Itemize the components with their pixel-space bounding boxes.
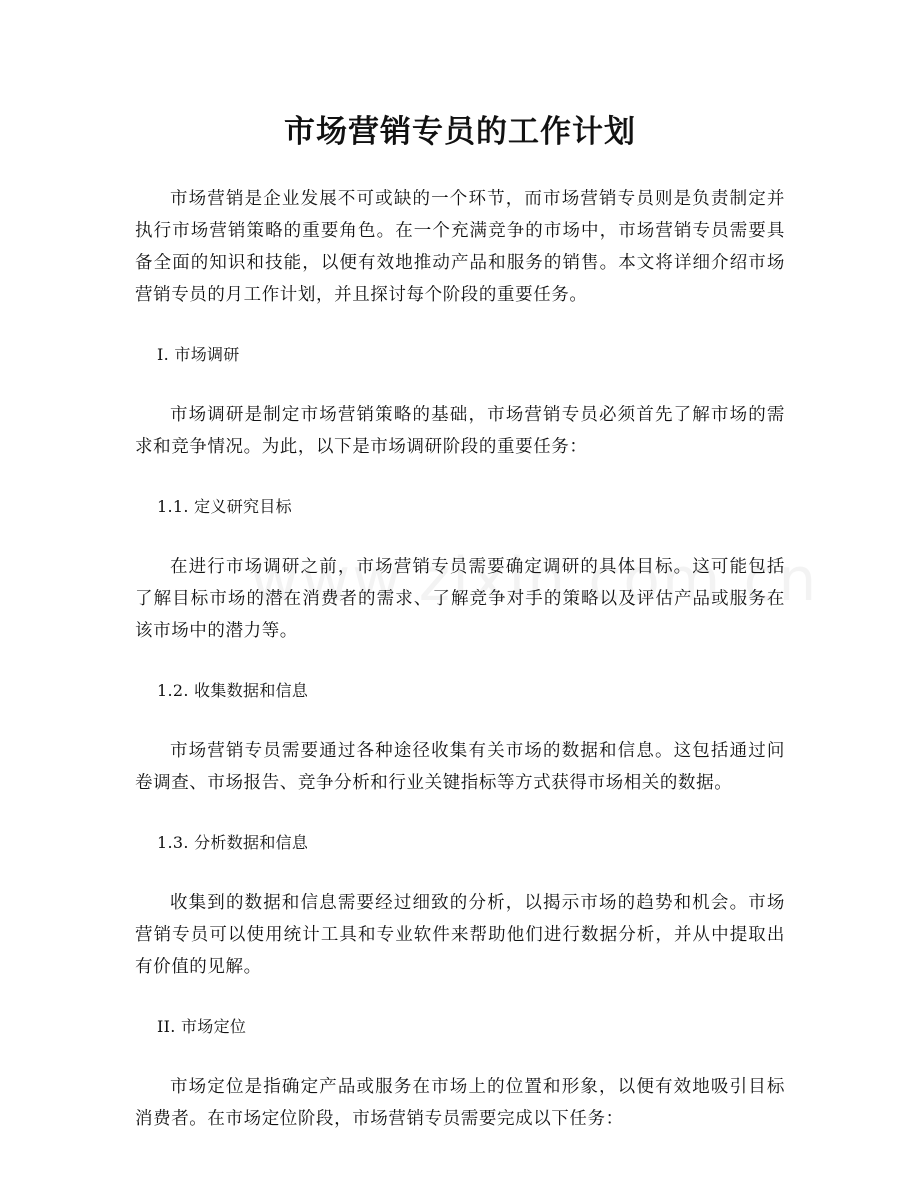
- subsection-1-1-text: 在进行市场调研之前，市场营销专员需要确定调研的具体目标。这可能包括了解目标市场的潜在消费者的需求、了解竞争对手的策略以及评估产品或服务在该市场中的潜力等。: [135, 557, 785, 641]
- document-body: [135, 183, 785, 1163]
- section-1-intro: 市场调研是制定市场营销策略的基础，市场营销专员必须首先了解市场的需求和竞争情况。为此，以下是市场调研阶段的重要任务：: [135, 405, 785, 457]
- section-1-heading: I. 市场调研: [157, 345, 240, 364]
- subsection-1-3-heading: 1.3. 分析数据和信息: [157, 833, 309, 852]
- section-2-heading: II. 市场定位: [157, 1017, 247, 1036]
- subsection-1-1-heading: 1.1. 定义研究目标: [157, 497, 292, 516]
- intro-paragraph: 市场营销是企业发展不可或缺的一个环节，而市场营销专员则是负责制定并执行市场营销策略的重要角色。在一个充满竞争的市场中，市场营销专员需要具备全面的知识和技能，以便有效地推动产品和服务的销售。本文将详细介绍市场营销专员的月工作计划，并且探讨每个阶段的重要任务。: [135, 189, 785, 305]
- section-2-intro: 市场定位是指确定产品或服务在市场上的位置和形象，以便有效地吸引目标消费者。在市场定位阶段，市场营销专员需要完成以下任务：: [135, 1077, 785, 1129]
- subsection-1-2-text: 市场营销专员需要通过各种途径收集有关市场的数据和信息。这包括通过问卷调查、市场报告、竞争分析和行业关键指标等方式获得市场相关的数据。: [135, 741, 785, 793]
- document-title: 市场营销专员的工作计划: [284, 114, 636, 150]
- subsection-1-2-heading: 1.2. 收集数据和信息: [157, 681, 309, 700]
- subsection-1-3-text: 收集到的数据和信息需要经过细致的分析，以揭示市场的趋势和机会。市场营销专员可以使用统计工具和专业软件来帮助他们进行数据分析，并从中提取出有价值的见解。: [135, 893, 785, 977]
